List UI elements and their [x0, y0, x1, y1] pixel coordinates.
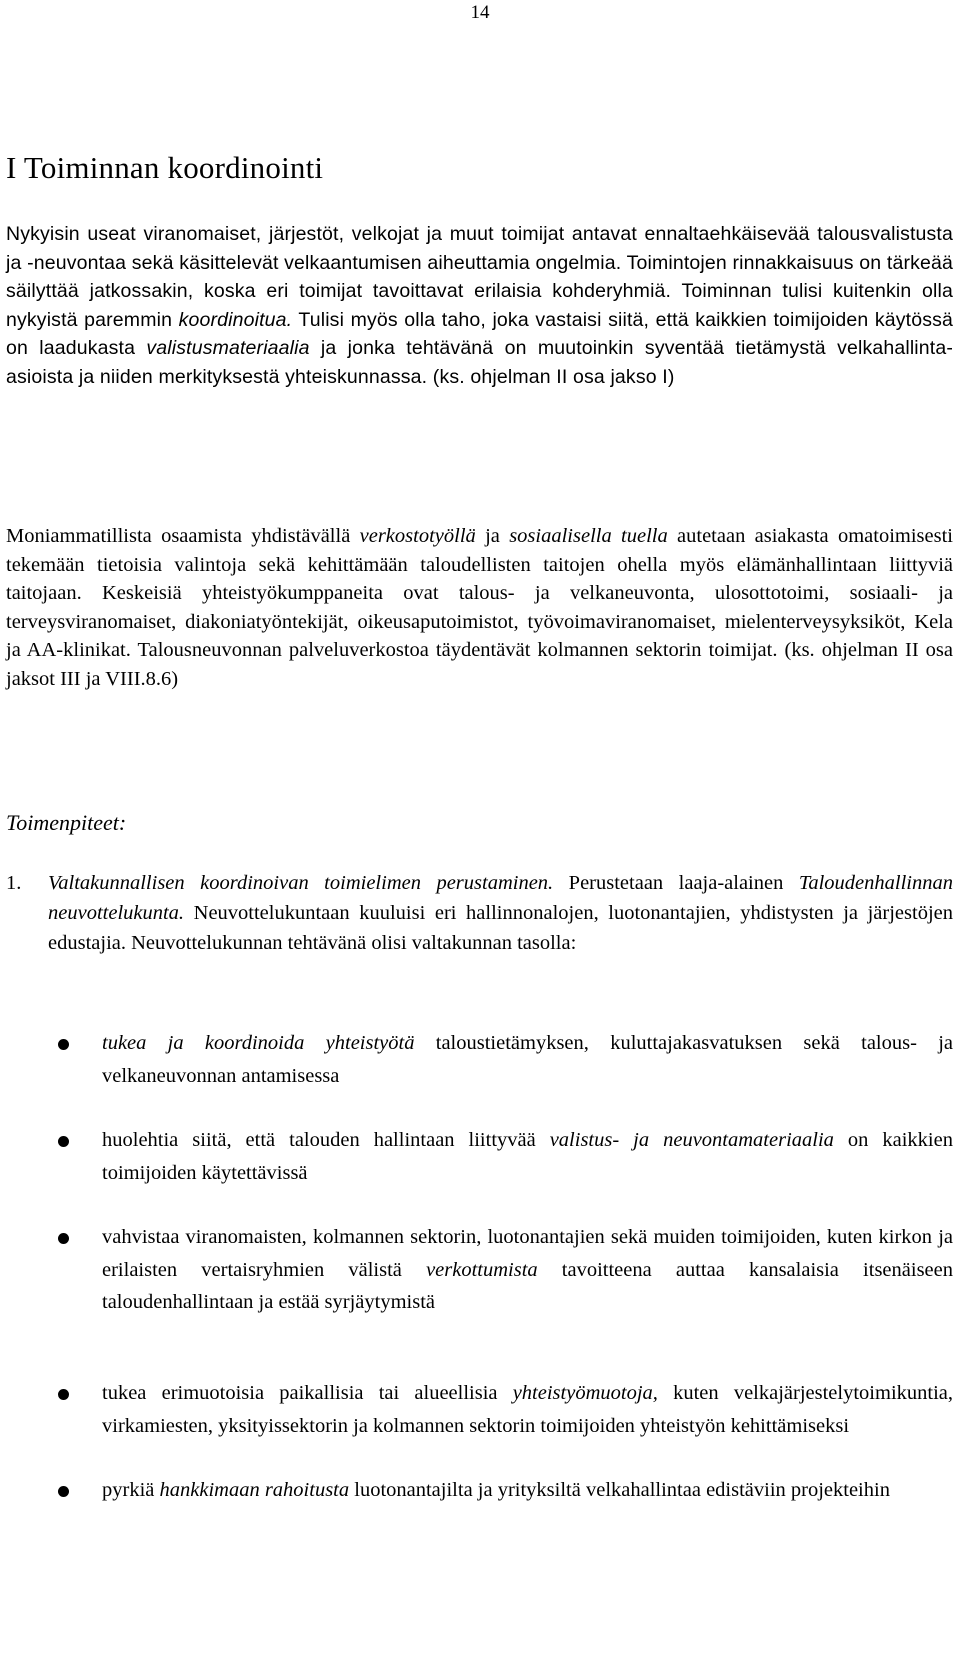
text-run: vahvistaa viranomaisten, kolmannen sektorin, luotonantajien sekä muiden toimijoiden, kuten kirkon ja erilaisten vertaisryhmien välistä: [102, 1226, 953, 1281]
bullet-icon: [58, 1486, 69, 1497]
text-run: ja: [475, 525, 510, 547]
bullet-icon: [58, 1233, 69, 1244]
bullet-item: [58, 1474, 953, 1507]
bullet-text: [102, 1221, 953, 1319]
text-run: tavoitteena auttaa kansalaisia itsenäiseen taloudenhallintaan ja estää syrjäytymistä: [102, 1258, 953, 1313]
emphasis: valistusmateriaalia: [146, 337, 310, 359]
text-run: taloustietämyksen, kuluttajakasvatuksen sekä talous- ja velkaneuvonnan antamisessa: [102, 1032, 953, 1087]
numbered-item-text: [48, 868, 953, 958]
bullet-icon: [58, 1039, 69, 1050]
text-run: Neuvottelukuntaan kuuluisi eri hallinnonalojen, luotonantajien, yhdistysten ja järjestöjen edustajia. Neuvottelukunnan tehtävänä olisi valtakunnan tasolla:: [48, 902, 953, 954]
bullet-icon: [58, 1136, 69, 1147]
emphasis: Valtakunnallisen koordinoivan toimielimen perustaminen.: [48, 872, 554, 894]
bullet-text: [102, 1027, 953, 1092]
text-run: pyrkiä: [102, 1479, 160, 1501]
bullet-icon: [58, 1389, 69, 1400]
emphasis: koordinoitua.: [178, 308, 293, 331]
text-run: luotonantajilta ja yrityksiltä velkahallintaa edistäviin projekteihin: [349, 1479, 890, 1501]
bullet-text: [102, 1124, 953, 1189]
numbered-item: [6, 868, 953, 958]
emphasis: sosiaalisella tuella: [509, 525, 668, 547]
text-run: Tulisi myös olla taho, joka vastaisi siitä, että kaikkien toimijoiden käytössä on laadukasta: [6, 308, 953, 359]
bullet-item: [58, 1124, 953, 1189]
emphasis: Taloudenhallinnan neuvottelukunta.: [48, 872, 953, 924]
emphasis: yhteistyömuotoja,: [512, 1382, 658, 1404]
text-run: autetaan asiakasta omatoimisesti tekemään tietoisia valintoja sekä kehittämään taloudellisten taitojen ohella myös elämänhallintaan liittyviä taitojaan. Keskeisiä yhteistyökumppaneita ovat talous- ja velkaneuvonta, ulosottotoimi, sosiaali- ja terveysviranomaiset, diakoniatyöntekijät, oikeusaputoimistot, työvoimaviranomaiset, mielenterveysyksiköt, Kela ja AA-klinikat. Talousneuvonnan palveluverkostoa täydentävät kolmannen sektorin toimijat. (ks. ohjelman II osa jaksot III ja VIII.8.6): [6, 525, 953, 690]
emphasis: verkostotyöllä: [359, 525, 476, 547]
text-run: Nykyisin useat viranomaiset, järjestöt, velkojat ja muut toimijat antavat ennaltaehkäisevää talousvalistusta ja -neuvontaa sekä käsittelevät velkaantumisen aiheuttamia ongelmia. Toimintojen rinnakkaisuus on tärkeää säilyttää jatkossakin, koska eri toimijat tavoittavat erilaisia kohderyhmiä. Toiminnan tulisi kuitenkin olla nykyistä paremmin: [6, 223, 953, 331]
measures-subheading: Toimenpiteet:: [6, 810, 127, 835]
bullet-text: [102, 1474, 953, 1507]
bullet-text: [102, 1377, 953, 1442]
page-number: 14: [470, 2, 490, 23]
text-run: kuten velkajärjestelytoimikuntia, virkamiesten, yksityissektorin ja kolmannen sektorin toimijoiden yhteistyön kehittämiseksi: [102, 1382, 954, 1437]
bullet-item: [58, 1221, 953, 1319]
bullet-item: [58, 1027, 953, 1092]
emphasis: valistus- ja neuvontamateriaalia: [549, 1129, 834, 1151]
text-run: tukea erimuotoisia paikallisia tai alueellisia: [102, 1382, 513, 1404]
text-run: on kaikkien toimijoiden käytettävissä: [102, 1129, 953, 1184]
item-number: 1.: [6, 872, 22, 894]
intro-paragraph: [6, 220, 953, 391]
emphasis: hankkimaan rahoitusta: [159, 1479, 350, 1501]
text-run: Moniammatillista osaamista yhdistävällä: [6, 525, 360, 547]
text-run: huolehtia siitä, että talouden hallintaan liittyvää: [102, 1129, 550, 1151]
bullet-item: [58, 1377, 953, 1442]
emphasis: verkottumista: [426, 1258, 538, 1281]
section-heading: I Toiminnan koordinointi: [6, 150, 324, 185]
text-run: ja jonka tehtävänä on muutoinkin syventää tietämystä velkahallinta-asioista ja niiden merkityksestä yhteiskunnassa. (ks. ohjelman II osa jakso I): [6, 337, 953, 388]
emphasis: tukea ja koordinoida yhteistyötä: [102, 1032, 415, 1054]
network-paragraph: [6, 522, 953, 693]
text-run: Perustetaan laaja-alainen: [553, 872, 799, 894]
